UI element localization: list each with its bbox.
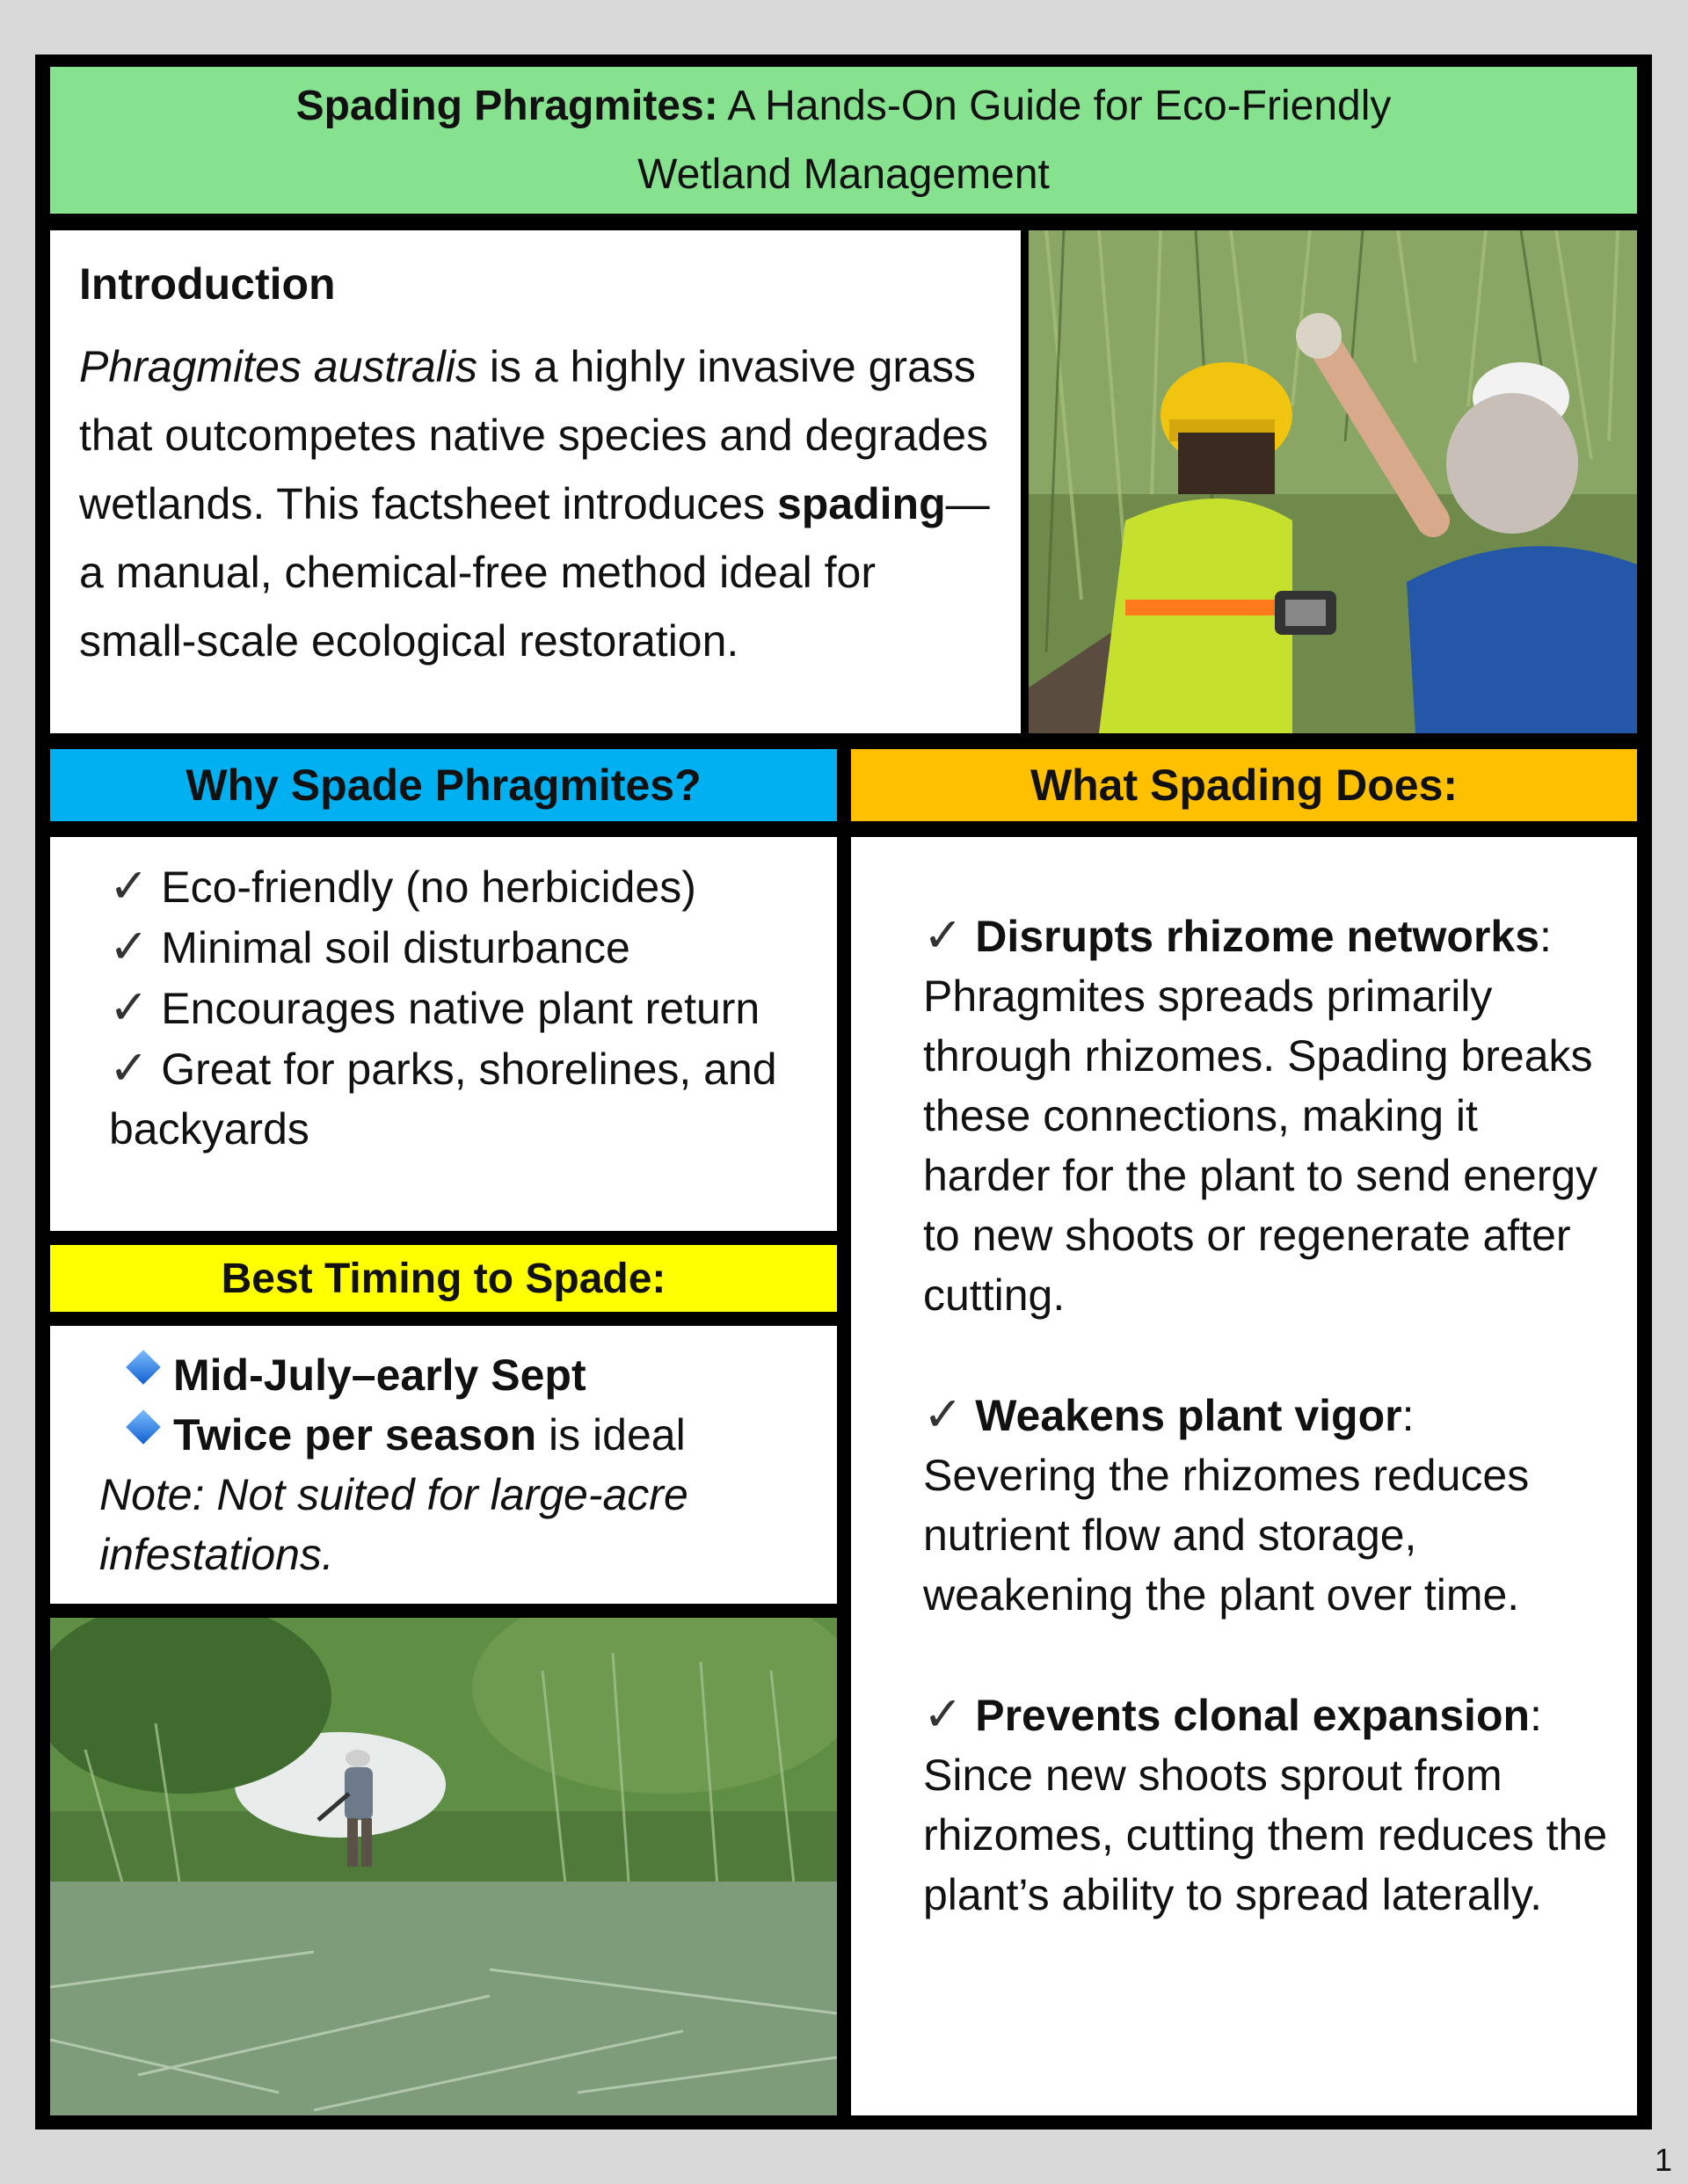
why-item: ✓ Great for parks, shorelines, and backyards (109, 1042, 777, 1154)
page-title (50, 67, 1637, 214)
blue-diamond-icon (126, 1409, 161, 1445)
timing-list (50, 1326, 837, 1604)
checkmark-icon: ✓ (109, 860, 149, 913)
intro-text-2: —a manual, chemical-free method ideal for small-scale ecological restoration. (79, 479, 990, 666)
what-item: ✓ Disrupts rhizome networks: Phragmites spreads primarily through rhizomes. Spading breaks these connections, making it harder for the plant to send energy to new shoots or regenerate after cutting. (923, 906, 1611, 1325)
photo-workers-in-reeds (1029, 230, 1637, 733)
what-list (851, 837, 1637, 2115)
checkmark-icon: ✓ (109, 921, 149, 973)
checkmark-icon: ✓ (923, 1388, 964, 1441)
why-item: ✓ Minimal soil disturbance (109, 921, 630, 973)
why-list (50, 837, 837, 1231)
timing-note: Note: Not suited for large-acre infestations. (99, 1470, 688, 1579)
intro-paragraph (79, 332, 994, 675)
why-item: ✓ Encourages native plant return (109, 981, 760, 1034)
species-name: Phragmites australis (79, 342, 477, 391)
what-item-text: Phragmites spreads primarily through rhizomes. Spading breaks these connections, making it harder for the plant to send energy to new shoots or regenerate after cutting. (923, 972, 1598, 1320)
title-line2: Wetland Management (637, 150, 1050, 198)
what-heading: What Spading Does: (851, 749, 1637, 821)
checkmark-icon: ✓ (109, 1042, 149, 1095)
timing-heading: Best Timing to Spade: (50, 1245, 837, 1312)
what-item: ✓ Weakens plant vigor: Severing the rhizomes reduces nutrient flow and storage, weakening the plant over time. (923, 1385, 1611, 1625)
title-line1: A Hands-On Guide for Eco-Friendly (727, 82, 1392, 129)
factsheet-frame (35, 55, 1652, 2129)
checkmark-icon: ✓ (109, 981, 149, 1034)
page-number: 1 (1654, 2142, 1672, 2178)
blue-diamond-icon (126, 1350, 161, 1385)
checkmark-icon: ✓ (923, 1688, 964, 1741)
what-item-text: Since new shoots sprout from rhizomes, cutting them reduces the plant’s ability to spread laterally. (923, 1751, 1608, 1919)
why-item: ✓ Eco-friendly (no herbicides) (109, 860, 696, 913)
what-item-text: Severing the rhizomes reduces nutrient flow and storage, weakening the plant over time. (923, 1451, 1530, 1620)
what-item: ✓ Prevents clonal expansion: Since new shoots sprout from rhizomes, cutting them reduces the plant’s ability to spread laterally. (923, 1685, 1611, 1925)
title-bold: Spading Phragmites: (295, 82, 718, 129)
intro-section (50, 230, 1021, 733)
intro-bold-word: spading (776, 479, 946, 528)
intro-text-1: is a highly invasive grass that outcompetes native species and degrades wetlands. This factsheet introduces (79, 342, 989, 528)
intro-heading: Introduction (79, 259, 336, 309)
timing-item: Twice per season is ideal (122, 1405, 819, 1465)
timing-item: Mid-July–early Sept (122, 1345, 819, 1405)
photo-cut-phragmites-field (50, 1618, 837, 2115)
checkmark-icon: ✓ (923, 909, 964, 962)
why-heading: Why Spade Phragmites? (50, 749, 837, 821)
